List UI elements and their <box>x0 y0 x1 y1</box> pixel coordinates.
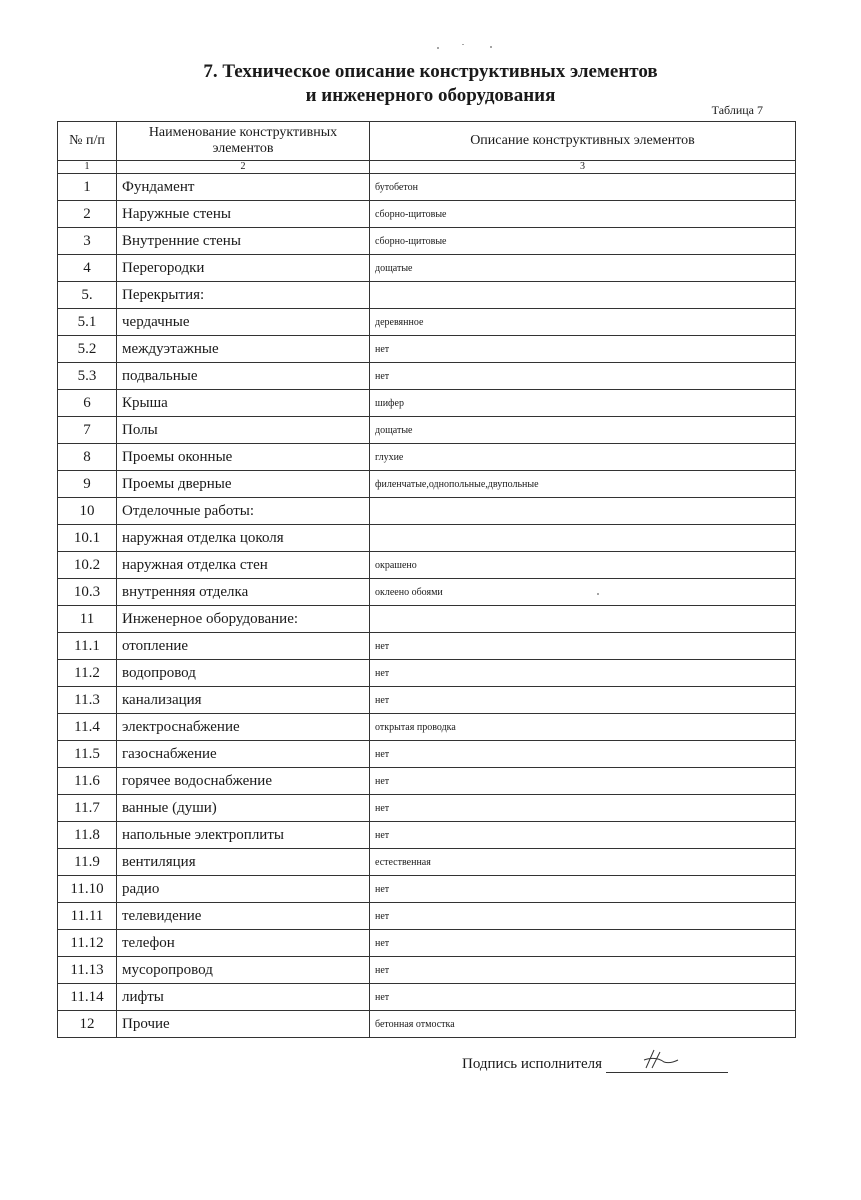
row-number: 1 <box>58 174 117 201</box>
row-element-name: Отделочные работы: <box>117 498 370 525</box>
row-element-description: нет <box>370 741 796 768</box>
row-number: 11.1 <box>58 633 117 660</box>
table-row <box>58 498 796 525</box>
column-index: 2 <box>117 161 370 174</box>
row-number: 11.12 <box>58 930 117 957</box>
header-desc: Описание конструктивных элементов <box>370 122 796 161</box>
row-element-name: Проемы дверные <box>117 471 370 498</box>
row-element-name: Прочие <box>117 1011 370 1038</box>
row-element-name: междуэтажные <box>117 336 370 363</box>
table-label: Таблица 7 <box>711 103 763 117</box>
row-element-description: нет <box>370 984 796 1011</box>
row-element-description: нет <box>370 822 796 849</box>
row-element-description: нет <box>370 660 796 687</box>
row-element-description: сборно-щитовые <box>370 228 796 255</box>
table-row <box>58 660 796 687</box>
table-row <box>58 741 796 768</box>
row-element-name: вентиляция <box>117 849 370 876</box>
row-number: 4 <box>58 255 117 282</box>
row-element-name: подвальные <box>117 363 370 390</box>
structural-elements-table <box>57 121 796 1038</box>
row-number: 5.3 <box>58 363 117 390</box>
scan-speck <box>462 44 464 45</box>
row-number: 10.2 <box>58 552 117 579</box>
table-row <box>58 579 796 606</box>
row-element-description: дощатые <box>370 417 796 444</box>
table-header-row <box>58 122 796 161</box>
row-element-name: горячее водоснабжение <box>117 768 370 795</box>
signature-mark-icon <box>642 1046 682 1070</box>
column-index: 1 <box>58 161 117 174</box>
row-number: 11.4 <box>58 714 117 741</box>
row-element-description: дощатые <box>370 255 796 282</box>
table-row <box>58 714 796 741</box>
row-element-name: напольные электроплиты <box>117 822 370 849</box>
row-element-description <box>370 606 796 633</box>
row-element-name: Наружные стены <box>117 201 370 228</box>
table-row <box>58 903 796 930</box>
row-element-name: Инженерное оборудование: <box>117 606 370 633</box>
row-number: 11.5 <box>58 741 117 768</box>
row-element-name: наружная отделка стен <box>117 552 370 579</box>
row-element-description: нет <box>370 903 796 930</box>
scan-speck <box>490 46 492 48</box>
row-element-name: отопление <box>117 633 370 660</box>
row-number: 5. <box>58 282 117 309</box>
table-row <box>58 390 796 417</box>
row-element-name: Внутренние стены <box>117 228 370 255</box>
row-number: 6 <box>58 390 117 417</box>
row-number: 11.8 <box>58 822 117 849</box>
row-number: 10.3 <box>58 579 117 606</box>
table-row <box>58 309 796 336</box>
table-row <box>58 228 796 255</box>
row-element-name: Проемы оконные <box>117 444 370 471</box>
table-row <box>58 795 796 822</box>
signature-line <box>606 1058 728 1073</box>
row-element-name: водопровод <box>117 660 370 687</box>
row-element-description: нет <box>370 363 796 390</box>
table-row <box>58 444 796 471</box>
row-element-description <box>370 525 796 552</box>
row-number: 11 <box>58 606 117 633</box>
table-row <box>58 471 796 498</box>
column-index-row <box>58 161 796 174</box>
signature-block <box>462 1056 728 1073</box>
row-element-description: нет <box>370 876 796 903</box>
row-element-description: естественная <box>370 849 796 876</box>
row-element-description: нет <box>370 687 796 714</box>
row-element-name: газоснабжение <box>117 741 370 768</box>
column-index: 3 <box>370 161 796 174</box>
row-element-description: нет <box>370 336 796 363</box>
page-subtitle: и инженерного оборудования <box>305 85 556 106</box>
row-element-description <box>370 282 796 309</box>
row-element-name: ванные (души) <box>117 795 370 822</box>
table-row <box>58 417 796 444</box>
row-element-description: нет <box>370 930 796 957</box>
row-element-description: шифер <box>370 390 796 417</box>
row-element-name: радио <box>117 876 370 903</box>
table-row <box>58 768 796 795</box>
row-element-description: нет <box>370 768 796 795</box>
row-number: 9 <box>58 471 117 498</box>
row-element-name: Фундамент <box>117 174 370 201</box>
row-element-name: Крыша <box>117 390 370 417</box>
row-number: 7 <box>58 417 117 444</box>
table-row <box>58 1011 796 1038</box>
row-number: 10 <box>58 498 117 525</box>
row-number: 11.11 <box>58 903 117 930</box>
row-number: 3 <box>58 228 117 255</box>
row-element-name: внутренняя отделка <box>117 579 370 606</box>
row-number: 5.2 <box>58 336 117 363</box>
row-number: 10.1 <box>58 525 117 552</box>
row-element-description <box>370 498 796 525</box>
row-element-name: Перекрытия: <box>117 282 370 309</box>
table-row <box>58 822 796 849</box>
row-number: 2 <box>58 201 117 228</box>
table-row <box>58 633 796 660</box>
table-row <box>58 201 796 228</box>
row-element-name: телевидение <box>117 903 370 930</box>
row-element-description: сборно-щитовые <box>370 201 796 228</box>
row-element-name: наружная отделка цоколя <box>117 525 370 552</box>
row-element-description: нет <box>370 957 796 984</box>
table-row <box>58 957 796 984</box>
row-element-name: канализация <box>117 687 370 714</box>
row-number: 5.1 <box>58 309 117 336</box>
row-number: 11.10 <box>58 876 117 903</box>
table-row <box>58 606 796 633</box>
table-row <box>58 984 796 1011</box>
row-number: 11.13 <box>58 957 117 984</box>
row-number: 11.6 <box>58 768 117 795</box>
table-row <box>58 525 796 552</box>
row-element-name: телефон <box>117 930 370 957</box>
row-element-description: деревянное <box>370 309 796 336</box>
row-element-description: нет <box>370 795 796 822</box>
row-element-description: бутобетон <box>370 174 796 201</box>
signature-label: Подпись исполнителя <box>462 1056 602 1072</box>
row-element-name: электроснабжение <box>117 714 370 741</box>
table-row <box>58 876 796 903</box>
row-element-description: бетонная отмостка <box>370 1011 796 1038</box>
row-number: 8 <box>58 444 117 471</box>
table-row <box>58 687 796 714</box>
table-row <box>58 282 796 309</box>
scan-speck <box>597 593 599 595</box>
row-element-description: нет <box>370 633 796 660</box>
table-row <box>58 930 796 957</box>
table-row <box>58 336 796 363</box>
row-number: 11.7 <box>58 795 117 822</box>
row-element-name: Полы <box>117 417 370 444</box>
row-number: 11.9 <box>58 849 117 876</box>
row-element-description: открытая проводка <box>370 714 796 741</box>
table-row <box>58 255 796 282</box>
row-element-name: Перегородки <box>117 255 370 282</box>
row-element-name: чердачные <box>117 309 370 336</box>
row-number: 11.3 <box>58 687 117 714</box>
table-row <box>58 363 796 390</box>
row-element-description: оклеено обоями <box>370 579 796 606</box>
row-number: 11.2 <box>58 660 117 687</box>
table-row <box>58 552 796 579</box>
table-row <box>58 849 796 876</box>
row-number: 11.14 <box>58 984 117 1011</box>
row-number: 12 <box>58 1011 117 1038</box>
row-element-name: лифты <box>117 984 370 1011</box>
scan-speck <box>437 47 439 49</box>
page-title: 7. Техническое описание конструктивных элементов <box>203 61 658 82</box>
row-element-description: филенчатые,однопольные,двупольные <box>370 471 796 498</box>
header-name: Наименование конструктивных элементов <box>117 122 370 161</box>
row-element-name: мусоропровод <box>117 957 370 984</box>
header-num: № п/п <box>58 122 117 161</box>
row-element-description: окрашено <box>370 552 796 579</box>
table-row <box>58 174 796 201</box>
row-element-description: глухие <box>370 444 796 471</box>
